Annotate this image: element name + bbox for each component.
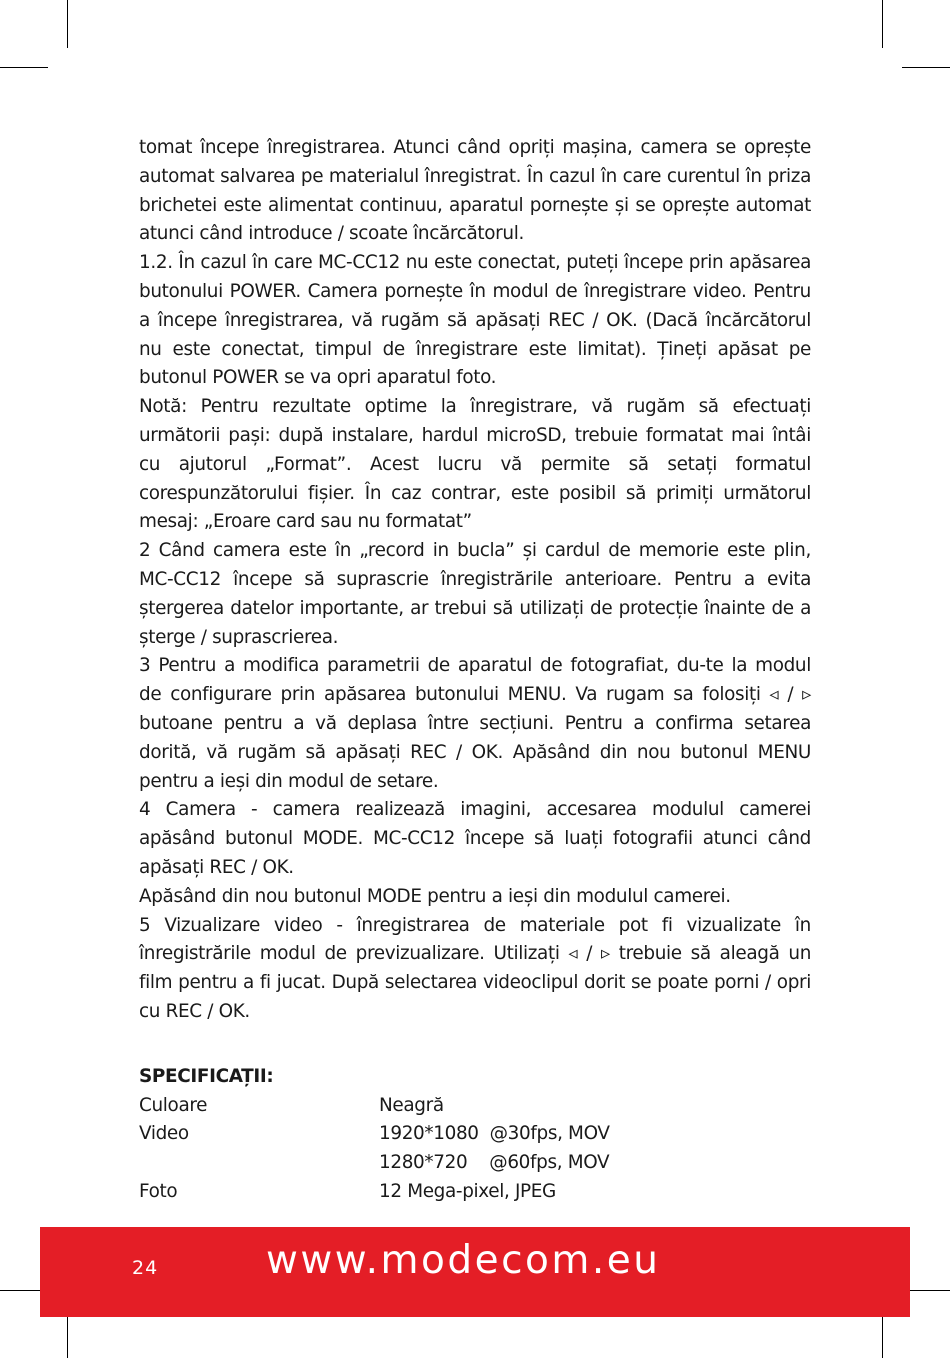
paragraph-settings-menu: 3 Pentru a modifica parametrii de aparatul de fotografiat, du-te la modul de configurare prin apăsarea butonului MENU. Va rugam sa folosiți ◃ / ▹ butoane pentru a vă deplasa între secțiuni. Pentru a confirma setarea dorită, vă rugăm să apăsați REC / OK. Apăsând din nou butonul MENU pentru a ieși din modul de setare.	[139, 655, 811, 792]
website-url[interactable]: www.modecom.eu	[266, 1238, 661, 1283]
crop-mark	[0, 67, 48, 68]
spec-row	[139, 1178, 811, 1207]
spec-label: Video	[139, 1123, 189, 1145]
paragraph-exit-camera: Apăsând din nou butonul MODE pentru a ieși din modulul camerei.	[139, 885, 731, 907]
paragraph-power-button: 1.2. În cazul în care MC-CC12 nu este conectat, puteți începe prin apăsarea butonului POWER. Camera pornește în modul de înregistrare video. Pentru a începe înregistrarea, vă rugăm să apăsați REC / OK. (Dacă încărcătorul nu este conectat, timpul de înregistrare este limitat). Țineți apăsat pe butonul POWER se va opri aparatul foto.	[139, 252, 811, 389]
crop-mark	[67, 1310, 68, 1358]
specifications-table	[139, 1092, 811, 1207]
spec-row	[139, 1149, 811, 1178]
crop-mark	[902, 67, 950, 68]
crop-mark	[67, 0, 68, 48]
spec-label	[139, 1149, 379, 1178]
paragraph-note-format: Notă: Pentru rezultate optime la înregistrare, vă rugăm să efectuați următorii pași: după instalare, hardul microSD, trebuie formatat mai întâi cu ajutorul „Format”. Acest lucru vă permite să setați formatul corespunzătorului fișier. În caz contrar, este posibil să primiți următorul mesaj: „Eroare card sau nu formatat”	[139, 396, 811, 533]
spec-label: Foto	[139, 1180, 178, 1202]
spec-value: Neagră	[379, 1094, 444, 1116]
spec-value: 1920*1080 @30fps, MOV	[379, 1123, 610, 1145]
spec-value: 1280*720 @60fps, MOV	[379, 1152, 610, 1174]
paragraph-camera-mode: 4 Camera - camera realizează imagini, accesarea modulul camerei apăsând butonul MODE. MC-CC12 începe să luați fotografii atunci când apăsați REC / OK.	[139, 799, 811, 878]
spec-value: 12 Mega-pixel, JPEG	[379, 1180, 556, 1202]
page-number: 24	[132, 1257, 159, 1279]
spec-row	[139, 1092, 811, 1121]
page-body	[139, 134, 811, 1207]
spec-row	[139, 1120, 811, 1149]
paragraph-loop-record: 2 Când camera este în „record in bucla” și cardul de memorie este plin, MC-CC12 începe să suprascrie înregistrările anterioare. Pentru a evita ștergerea datelor importante, ar trebui să utilizați de protecție înainte de a șterge / suprascrierea.	[139, 540, 811, 648]
specifications-heading: SPECIFICAȚII:	[139, 1065, 274, 1087]
crop-mark	[882, 1310, 883, 1358]
paragraph-video-preview: 5 Vizualizare video - înregistrarea de materiale pot fi vizualizate în înregistrările modul de previzualizare. Utilizați ◃ / ▹ trebuie să aleagă un film pentru a fi jucat. După selectarea videoclipul dorit se poate porni / opri cu REC / OK.	[139, 914, 811, 1022]
paragraph-recording-auto: tomat începe înregistrarea. Atunci când opriți mașina, camera se oprește automat salvarea pe materialul înregistrat. În cazul în care curentul în priza brichetei este alimentat continuu, aparatul pornește și se oprește automat atunci când introduce / scoate încărcătorul.	[139, 137, 811, 245]
footer-bar	[40, 1227, 910, 1317]
crop-mark	[882, 0, 883, 48]
spec-label: Culoare	[139, 1094, 208, 1116]
